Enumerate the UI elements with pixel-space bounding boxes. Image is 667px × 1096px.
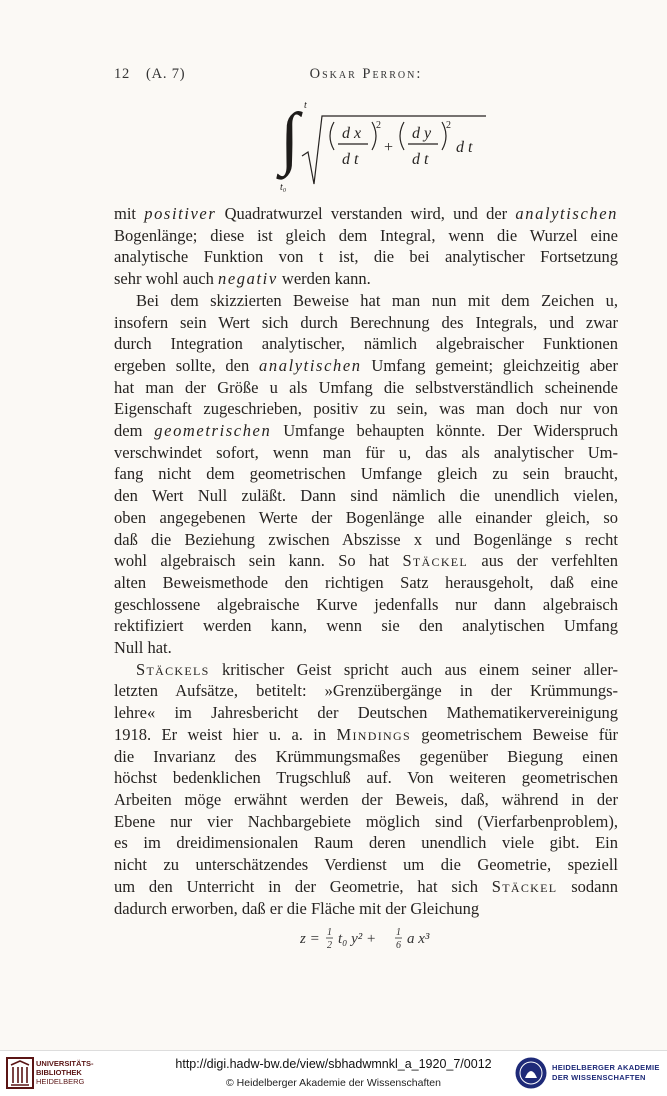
text-run: daß die Beziehung zwischen Abszisse [114, 529, 414, 549]
text-line [114, 398, 618, 420]
text-run: alten Beweismethode den richtigen Satz herausgeholt, daß eine [114, 572, 618, 592]
svg-text:+: + [384, 139, 394, 156]
academy-name: HEIDELBERGER AKADEMIE DER WISSENSCHAFTEN [552, 1063, 660, 1082]
svg-text:d x: d x [342, 125, 362, 142]
text-run: u, [605, 290, 618, 310]
text-run: ist, die bei analytischer Fortsetzung [323, 247, 618, 267]
text-line [114, 203, 618, 225]
text-run: um den Unterricht in der Geometrie, hat sich [114, 876, 492, 896]
text-run: x [413, 529, 423, 549]
text-run: letzten Aufsätze, betitelt: »Grenzübergänge in der Krümmungs- [114, 681, 618, 701]
paragraph [114, 203, 618, 290]
upper-limit: t [304, 100, 307, 111]
text-run: 1918. Er weist hier u. a. in [114, 724, 337, 744]
text-run: kritischer Geist spricht auch aus einem seiner aller- [209, 659, 618, 679]
text-line [114, 420, 618, 442]
text-line [114, 550, 618, 572]
text-line [114, 290, 618, 312]
svg-text:d t: d t [412, 151, 429, 168]
svg-text:2: 2 [376, 120, 381, 131]
permalink-url[interactable]: http://digi.hadw-bw.de/view/sbhadwmnkl_a_1920_7/0012 [175, 1057, 492, 1071]
text-run: die Invarianz des Krümmungsmaßes gegenüber Biegung einen [114, 746, 618, 766]
text-run: lehre« im Jahresbericht der Deutschen Mathematikervereinigung [114, 703, 618, 723]
integral-sign: ∫ [280, 100, 300, 177]
text-run: negativ [218, 269, 278, 289]
text-line [114, 811, 618, 833]
surface-equation [300, 923, 460, 953]
text-run: geometrischem Beweise für [410, 724, 618, 744]
eq-frac1-num: 1 [327, 927, 332, 938]
text-line [114, 333, 618, 355]
eq-frac2-den: 6 [396, 940, 401, 951]
text-line [114, 637, 618, 659]
running-author: Oskar Perron: [309, 66, 423, 82]
text-line [114, 615, 618, 637]
text-line [114, 246, 618, 268]
copyright-notice: © Heidelberger Akademie der Wissenschaften [226, 1077, 441, 1089]
text-run: sodann [557, 876, 618, 896]
text-run: und Bogenlänge [422, 529, 566, 549]
arc-length-integral [270, 100, 490, 195]
text-run: mit [114, 204, 145, 223]
text-run: t [318, 247, 324, 267]
text-run: dem [114, 421, 155, 441]
academy-seal-icon [514, 1056, 548, 1090]
text-line [114, 529, 618, 551]
text-line [114, 746, 618, 768]
text-run: Bei dem skizzierten Beweise hat man nun mit dem Zeichen [136, 290, 606, 310]
eq-frac1-den: 2 [327, 940, 332, 951]
text-run: s [565, 529, 572, 549]
text-line [114, 463, 618, 485]
text-run: dadurch erworben, daß er die Fläche mit der Gleichung [114, 898, 480, 918]
text-line [114, 832, 618, 854]
text-run: u [398, 442, 407, 462]
text-run: Mindings [336, 724, 411, 744]
text-line [114, 876, 618, 898]
text-run: Stäckel [402, 551, 469, 571]
body-text [114, 203, 618, 919]
page-header [114, 66, 618, 88]
text-line [114, 507, 618, 529]
text-run: Null hat. [114, 638, 172, 658]
svg-text:d t: d t [456, 139, 473, 156]
text-run: höchst bedenklichen Trugschluß auf. Von weiteren geometrischen [114, 768, 618, 788]
text-run: analytischen [515, 204, 618, 223]
paragraph [114, 290, 618, 659]
eq-mid: t₀ y² + [338, 931, 377, 947]
text-run: Arbeiten möge erwähnt werden der Beweis, daß, während in der [114, 789, 618, 809]
footer-bar [0, 1050, 667, 1096]
text-run: durch Integration analytischer, nämlich algebraischer Funktionen [114, 334, 618, 354]
svg-text:2: 2 [446, 120, 451, 131]
eq-end: a x³ [407, 931, 430, 947]
text-run: Stäckels [136, 659, 210, 679]
text-run: wohl algebraisch sein kann. So hat [114, 551, 403, 571]
text-line [114, 442, 618, 464]
text-run: insofern sein Wert sich durch Berechnung des Integrals, und zwar [114, 312, 618, 332]
text-run: positiver [144, 204, 217, 223]
text-run: aus der verfehlten [468, 551, 618, 571]
text-line [114, 767, 618, 789]
text-run: sehr wohl auch [114, 269, 219, 289]
text-run: , das als analytischer Um- [406, 442, 618, 462]
text-run: den Wert Null zuläßt. Dann sind nämlich die unendlich vielen, [114, 486, 618, 506]
svg-text:d t: d t [342, 151, 359, 168]
text-line [114, 485, 618, 507]
text-run: es im dreidimensionalen Raum deren unendlich viele gibt. Ein [114, 833, 618, 853]
text-run: oben angegebenen Werte der Bogenlänge alle einander gleich, so [114, 507, 618, 527]
text-run: u [269, 377, 278, 397]
text-run: als Umfang die selbstverständlich scheinende [277, 377, 618, 397]
text-line [114, 572, 618, 594]
lower-limit: t₀ [280, 182, 287, 193]
library-name: UNIVERSITÄTS- BIBLIOTHEK HEIDELBERG [36, 1059, 94, 1086]
text-line [114, 724, 618, 746]
text-run: analytischen [259, 355, 362, 375]
text-line [114, 268, 618, 290]
text-run: geschlossene algebraische Kurve jedenfalls nur dann algebraisch [114, 594, 618, 614]
text-run: fang nicht dem geometrischen Umfange gleich zu sein braucht, [114, 464, 618, 484]
text-run: Stäckel [491, 876, 558, 896]
integrand-figure [300, 110, 490, 190]
page-number: 12 [114, 66, 131, 82]
text-run: geometrischen [154, 421, 272, 441]
text-line [114, 680, 618, 702]
text-run: Umfang gemeint; gleichzeitig aber [361, 355, 618, 375]
text-line [114, 898, 618, 920]
text-line [114, 377, 618, 399]
text-run: Eigenschaft zugeschrieben, positiv zu sein, was man doch nur von [114, 399, 618, 419]
text-run: hat man der Größe [114, 377, 270, 397]
text-run: rektifiziert werden kann, wenn sie den analytischen Umfang [114, 616, 618, 636]
text-run: Ebene nur vier Nachbargebiete möglich sind (Vierfarbenproblem), [114, 811, 618, 831]
paragraph [114, 659, 618, 919]
text-run: analytische Funktion von [114, 247, 319, 267]
text-line [114, 355, 618, 377]
text-run: Umfange behaupten könnte. Der Widerspruch [271, 421, 618, 441]
text-run: Quadratwurzel verstanden wird, und der [216, 204, 516, 223]
text-run: nicht zu unterschätzendes Verdienst um die Geometrie, speziell [114, 855, 618, 875]
svg-text:d y: d y [412, 125, 432, 142]
text-line [114, 702, 618, 724]
text-line [114, 854, 618, 876]
text-line [114, 594, 618, 616]
text-run: verschwindet sofort, wenn man für [114, 442, 399, 462]
text-line [114, 789, 618, 811]
text-line [114, 225, 618, 247]
page-reference: (A. 7) [146, 66, 186, 82]
text-run: Bogenlänge; diese ist gleich dem Integral, wenn die Wurzel eine [114, 225, 618, 245]
text-line [114, 312, 618, 334]
text-run: recht [571, 529, 619, 549]
eq-frac2-num: 1 [396, 927, 401, 938]
text-line [114, 659, 618, 681]
text-run: werden kann. [277, 269, 371, 289]
text-run: ergeben sollte, den [114, 355, 260, 375]
eq-lhs: z = [300, 931, 320, 947]
